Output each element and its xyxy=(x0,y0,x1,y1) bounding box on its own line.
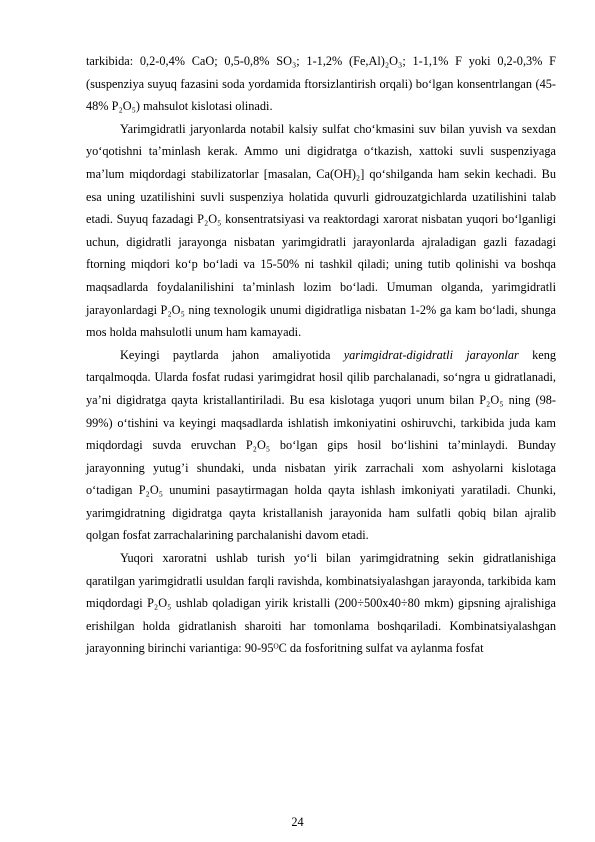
paragraph-3-text-after: keng tarqalmoqda. Ularda fosfat rudasi yarimgidrat hosil qilib parchalanadi, so‘ngra u gidratlanadi, ya’ni digidratga qayta kristallantiriladi. Bu esa kislotaga yuqori unum bilan P₂O₅ ning (98-99%) o‘tishini va keyingi maqsadlarda ishlatish imkoniyatini oshiruvchi, tarkibida juda kam miqdordagi suvda eruvchan P₂O₅ bo‘lgan gips hosil bo‘lishini ta’minlaydi. Bunday jarayonning yutug’i shundaki, unda nisbatan yirik zarrachali xom ashyolarni kislotaga o‘tadigan P₂O₅ unumini pasaytirmagan holda qayta ishlash imkoniyati yaratiladi. Chunki, yarimgidratning digidratga qayta kristallanish jarayonida ham sulfatli qobiq bilan ajralib qolgan fosfat zarrachalarining parchalanishi davom etadi. xyxy=(86,347,556,543)
paragraph-3-italic-term: yarimgidrat-digidratli jarayonlar xyxy=(343,347,519,362)
paragraph-2: Yarimgidratli jaryonlarda notabil kalsiy sulfat cho‘kmasini suv bilan yuvish va sexdan yo‘qotishni ta’minlash kerak. Ammo uni digidratga o‘tkazish, xattoki suvli suspenziyaga ma’lum miqdordagi stabilizatorlar [masalan, Ca(OH)₂] qo‘shilganda ham sekin kechadi. Bu esa uning uzatilishini suvli suspenziya holatida quvurli gidrouzatgichlarda uzatilishini talab etadi. Suyuq fazadagi P₂O₅ konsentratsiyasi va reaktordagi xarorat nisbatan yuqori bo‘lganligi uchun, digidratli jarayonga nisbatan yarimgidratli jarayonlarda ajraladigan gazli fazadagi ftorning miqdori ko‘p bo‘ladi va 15-50% ni tashkil qiladi; uning tutib qolinishi va boshqa maqsadlarda foydalanilishini ta’minlash lozim bo‘ladi. Umuman olganda, yarimgidratli jarayonlardagi P₂O₅ ning texnologik unumi digidratliga nisbatan 1-2% ga kam bo‘ladi, shunga mos holda mahsulotli unum ham kamayadi. xyxy=(86,121,556,340)
page-body xyxy=(86,50,556,660)
paragraph-4: Yuqori xaroratni ushlab turish yo‘li bilan yarimgidratning sekin gidratlanishiga qaratilgan yarimgidratli usuldan farqli ravishda, kombinatsiyalashgan jarayonda, tarkibida kam miqdordagi P₂O₅ ushlab qoladigan yirik kristalli (200÷500x40÷80 mkm) gipsning ajralishiga erishilgan holda gidratlanish sharoiti har tomonlama boshqariladi. Kombinatsiyalashgan jarayonning birinchi variantiga: 90-95ᴼC da fosforitning sulfat va aylanma fosfat xyxy=(86,551,556,656)
page-number: 24 xyxy=(291,815,304,829)
paragraph-1: tarkibida: 0,2-0,4% CaO; 0,5-0,8% SO₃; 1-1,2% (Fe,Al)₂O₃; 1-1,1% F yoki 0,2-0,3% F (suspenziya suyuq fazasini soda yordamida ftorsizlantirish orqali) bo‘lgan konsentrlangan (45-48% P₂O₅) mahsulot kislotasi olinadi. xyxy=(86,54,556,114)
paragraph-3 xyxy=(86,344,556,547)
paragraph-3-text-before: Keyingi paytlarda jahon amaliyotida xyxy=(120,347,344,362)
